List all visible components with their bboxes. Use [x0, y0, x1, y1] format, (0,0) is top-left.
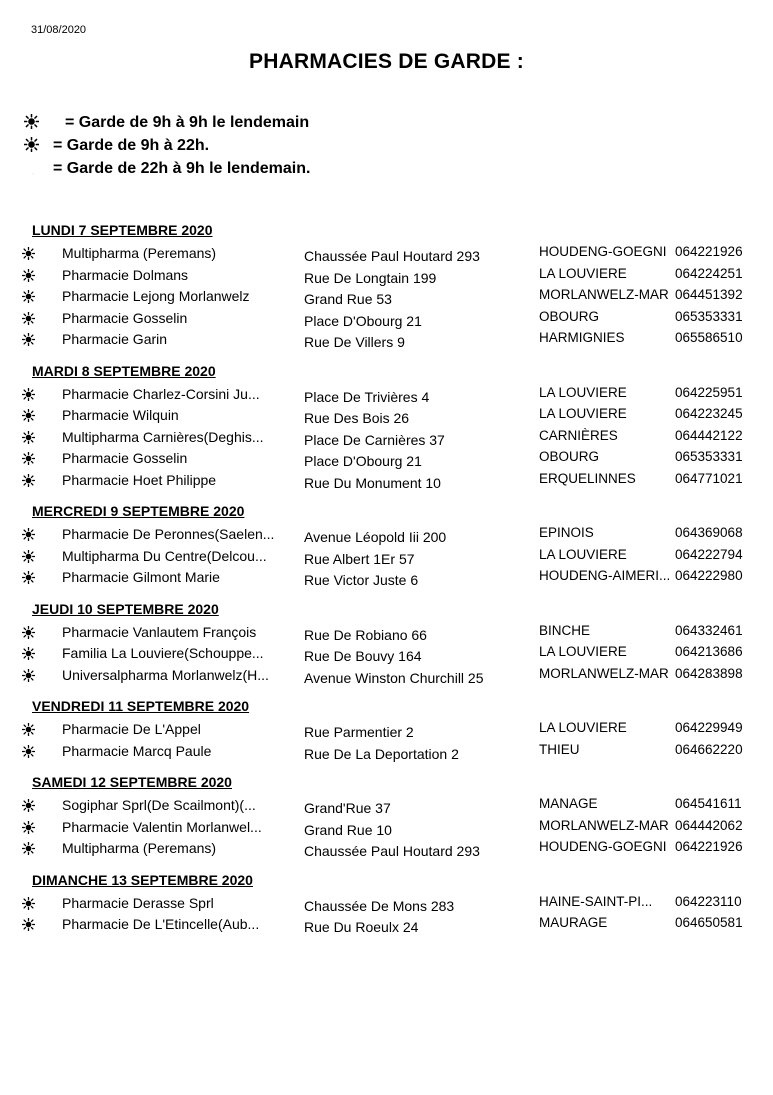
pharmacy-row	[0, 794, 773, 816]
sun-icon	[22, 528, 35, 544]
pharmacy-address: Rue Des Bois 26	[304, 410, 410, 426]
pharmacy-phone: 064213686	[675, 644, 743, 659]
pharmacy-name: Multipharma Du Centre(Delcou...	[62, 547, 267, 564]
pharmacy-city: LA LOUVIERE	[539, 384, 627, 400]
moon-icon	[42, 388, 55, 404]
day-section	[0, 360, 773, 491]
moon-icon	[42, 669, 55, 685]
sun-icon	[22, 333, 35, 349]
day-section	[0, 869, 773, 935]
pharmacy-name: Pharmacie Charlez-Corsini Ju...	[62, 385, 260, 402]
pharmacy-row	[0, 447, 773, 469]
day-heading: MERCREDI 9 SEPTEMBRE 2020	[32, 503, 245, 519]
pharmacy-row	[0, 328, 773, 350]
sun-icon	[22, 821, 35, 837]
pharmacy-name: Pharmacie Vanlautem François	[62, 623, 257, 640]
moon-icon	[42, 723, 55, 739]
pharmacy-phone: 064369068	[675, 525, 743, 540]
pharmacy-row	[0, 307, 773, 329]
pharmacy-name: Pharmacie Hoet Philippe	[62, 471, 217, 488]
day-section	[0, 219, 773, 350]
pharmacy-row	[0, 566, 773, 588]
pharmacy-name: Pharmacie Dolmans	[62, 266, 189, 283]
pharmacy-city: EPINOIS	[539, 525, 594, 540]
pharmacy-phone: 064224251	[675, 265, 743, 281]
pharmacy-row	[0, 642, 773, 664]
moon-icon	[42, 431, 55, 447]
moon-icon	[42, 647, 55, 663]
pharmacy-city: OBOURG	[539, 449, 600, 464]
pharmacy-name: Pharmacie Wilquin	[62, 407, 179, 423]
pharmacy-phone: 064662220	[675, 741, 743, 757]
pharmacy-phone: 064771021	[675, 470, 743, 486]
legend-item	[24, 111, 310, 134]
pharmacy-city: OBOURG	[539, 308, 600, 324]
pharmacy-city: MORLANWELZ-MAR	[539, 665, 669, 681]
moon-icon	[42, 452, 55, 468]
sun-icon	[22, 247, 35, 263]
pharmacy-address: Avenue Léopold Iii 200	[304, 529, 447, 545]
pharmacy-address: Chaussée Paul Houtard 293	[304, 843, 480, 859]
pharmacy-name: Sogiphar Sprl(De Scailmont)(...	[62, 797, 256, 813]
moon-icon	[42, 550, 55, 566]
pharmacy-phone: 064451392	[675, 287, 743, 302]
day-section	[0, 500, 773, 588]
legend-text: = Garde de 9h à 22h.	[53, 137, 210, 154]
pharmacy-city: HARMIGNIES	[539, 330, 625, 345]
pharmacy-address: Rue De Longtain 199	[304, 269, 437, 286]
document-date: 31/08/2020	[31, 24, 87, 36]
day-section	[0, 771, 773, 859]
pharmacy-city: LA LOUVIERE	[539, 720, 627, 735]
pharmacy-row	[0, 816, 773, 838]
pharmacy-name: Multipharma (Peremans)	[62, 245, 217, 261]
pharmacy-address: Rue Du Roeulx 24	[304, 919, 419, 935]
sun-icon	[22, 312, 35, 328]
pharmacy-city: BINCHE	[539, 622, 591, 638]
day-heading: SAMEDI 12 SEPTEMBRE 2020	[32, 774, 232, 790]
pharmacy-address: Chaussée Paul Houtard 293	[304, 248, 480, 264]
pharmacy-address: Rue De Robiano 66	[304, 626, 427, 643]
pharmacy-phone: 064229949	[675, 720, 743, 735]
pharmacy-row	[0, 837, 773, 859]
moon-icon	[24, 160, 39, 183]
pharmacy-row	[0, 383, 773, 405]
sun-icon	[22, 897, 35, 913]
sun-icon	[22, 409, 35, 425]
moon-icon	[42, 269, 55, 285]
pharmacy-phone: 064442062	[675, 817, 743, 833]
pharmacy-name: Pharmacie De Peronnes(Saelen...	[62, 526, 275, 542]
pharmacy-address: Rue Victor Juste 6	[304, 572, 419, 588]
pharmacy-name: Pharmacie Derasse Sprl	[62, 894, 214, 911]
sun-icon	[22, 745, 35, 761]
pharmacy-address: Place De Trivières 4	[304, 388, 430, 405]
moon-icon	[42, 333, 55, 349]
pharmacy-address: Place D'Obourg 21	[304, 453, 422, 469]
day-heading: DIMANCHE 13 SEPTEMBRE 2020	[32, 871, 253, 888]
day-heading: JEUDI 10 SEPTEMBRE 2020	[32, 600, 219, 617]
pharmacy-phone: 064332461	[675, 622, 743, 638]
pharmacy-phone: 064222794	[675, 546, 743, 562]
pharmacy-address: Grand Rue 53	[304, 291, 392, 307]
pharmacy-row	[0, 242, 773, 264]
pharmacy-row	[0, 285, 773, 307]
schedule	[0, 219, 773, 945]
day-heading: MARDI 8 SEPTEMBRE 2020	[32, 362, 216, 379]
pharmacy-name: Pharmacie Valentin Morlanwel...	[62, 818, 262, 835]
sun-icon	[22, 571, 35, 587]
moon-icon	[42, 897, 55, 913]
pharmacy-address: Place D'Obourg 21	[304, 312, 422, 329]
pharmacy-address: Rue Parmentier 2	[304, 724, 414, 740]
pharmacy-row	[0, 523, 773, 545]
pharmacy-name: Pharmacie Lejong Morlanwelz	[62, 288, 250, 304]
page-title: PHARMACIES DE GARDE :	[249, 50, 524, 73]
legend-item	[24, 157, 310, 180]
pharmacy-city: LA LOUVIERE	[539, 644, 627, 659]
pharmacy-city: ERQUELINNES	[539, 470, 636, 486]
pharmacy-row	[0, 718, 773, 740]
pharmacy-phone: 064442122	[675, 427, 743, 443]
pharmacy-row	[0, 404, 773, 426]
sun-icon	[22, 388, 35, 404]
pharmacy-row	[0, 740, 773, 762]
sun-icon	[22, 431, 35, 447]
pharmacy-row	[0, 469, 773, 491]
pharmacy-name: Pharmacie De L'Appel	[62, 721, 201, 737]
pharmacy-phone: 064650581	[675, 915, 743, 930]
pharmacy-phone: 064225951	[675, 384, 743, 400]
pharmacy-phone: 064223110	[675, 893, 742, 909]
pharmacy-name: Pharmacie Gilmont Marie	[62, 569, 220, 585]
moon-icon	[42, 474, 55, 490]
moon-icon	[42, 821, 55, 837]
pharmacy-name: Pharmacie Garin	[62, 331, 168, 347]
day-section	[0, 598, 773, 686]
pharmacy-name: Pharmacie Marcq Paule	[62, 742, 212, 759]
legend-item	[24, 134, 310, 157]
pharmacy-city: THIEU	[539, 741, 580, 757]
legend-text: = Garde de 22h à 9h le lendemain.	[53, 160, 311, 177]
pharmacy-city: HOUDENG-AIMERI...	[539, 568, 671, 583]
pharmacy-phone: 064221926	[675, 244, 743, 259]
pharmacy-row	[0, 426, 773, 448]
pharmacy-name: Pharmacie Gosselin	[62, 450, 188, 466]
pharmacy-phone: 065586510	[675, 330, 743, 345]
pharmacy-city: HOUDENG-GOEGNI	[539, 839, 667, 854]
pharmacy-row	[0, 913, 773, 935]
pharmacy-city: MORLANWELZ-MAR	[539, 817, 669, 833]
sun-icon	[22, 842, 35, 858]
pharmacy-city: MAURAGE	[539, 915, 608, 930]
pharmacy-row	[0, 664, 773, 686]
sun-icon	[22, 269, 35, 285]
sun-icon	[22, 799, 35, 815]
pharmacy-address: Avenue Winston Churchill 25	[304, 669, 484, 686]
sun-icon	[22, 918, 35, 934]
pharmacy-name: Familia La Louviere(Schouppe...	[62, 645, 264, 661]
pharmacy-address: Rue De Bouvy 164	[304, 648, 422, 664]
pharmacy-row	[0, 892, 773, 914]
legend-text: = Garde de 9h à 9h le lendemain	[65, 114, 310, 131]
pharmacy-name: Universalpharma Morlanwelz(H...	[62, 666, 269, 683]
moon-icon	[42, 528, 55, 544]
pharmacy-phone: 064223245	[675, 406, 743, 421]
pharmacy-name: Multipharma Carnières(Deghis...	[62, 428, 264, 445]
pharmacy-address: Rue Du Monument 10	[304, 474, 441, 491]
legend	[24, 111, 310, 180]
sun-icon	[22, 669, 35, 685]
pharmacy-address: Rue De La Deportation 2	[304, 745, 459, 762]
sun-icon	[22, 647, 35, 663]
pharmacy-phone: 064283898	[675, 665, 743, 681]
pharmacy-address: Grand'Rue 37	[304, 800, 391, 816]
moon-icon	[42, 409, 55, 425]
pharmacy-address: Rue De Villers 9	[304, 334, 405, 350]
moon-icon	[42, 626, 55, 642]
pharmacy-city: MORLANWELZ-MAR	[539, 287, 669, 302]
pharmacy-phone: 065353331	[675, 449, 743, 464]
pharmacy-phone: 064222980	[675, 568, 743, 583]
pharmacy-city: LA LOUVIERE	[539, 265, 627, 281]
sun-icon	[22, 626, 35, 642]
pharmacy-address: Grand Rue 10	[304, 821, 392, 838]
sun-icon	[22, 723, 35, 739]
moon-icon	[42, 799, 55, 815]
pharmacy-city: MANAGE	[539, 796, 598, 811]
pharmacy-name: Multipharma (Peremans)	[62, 840, 217, 856]
pharmacy-phone: 064221926	[675, 839, 743, 854]
pharmacy-address: Place De Carnières 37	[304, 431, 445, 448]
pharmacy-city: LA LOUVIERE	[539, 406, 627, 421]
pharmacy-name: Pharmacie De L'Etincelle(Aub...	[62, 916, 260, 932]
sun-icon	[22, 550, 35, 566]
sun-icon	[22, 474, 35, 490]
day-section	[0, 695, 773, 761]
sun-icon	[22, 290, 35, 306]
pharmacy-city: HAINE-SAINT-PI...	[539, 893, 653, 909]
pharmacy-address: Chaussée De Mons 283	[304, 897, 455, 914]
pharmacy-row	[0, 264, 773, 286]
pharmacy-city: LA LOUVIERE	[539, 546, 627, 562]
moon-icon	[42, 247, 55, 263]
pharmacy-row	[0, 545, 773, 567]
moon-icon	[42, 312, 55, 328]
day-heading: LUNDI 7 SEPTEMBRE 2020	[32, 222, 213, 238]
pharmacy-city: HOUDENG-GOEGNI	[539, 244, 667, 259]
pharmacy-address: Rue Albert 1Er 57	[304, 550, 415, 567]
pharmacy-phone: 064541611	[675, 796, 742, 811]
sun-icon	[22, 452, 35, 468]
day-heading: VENDREDI 11 SEPTEMBRE 2020	[32, 698, 250, 714]
pharmacy-city: CARNIÈRES	[539, 427, 618, 443]
moon-icon	[42, 290, 55, 306]
pharmacy-name: Pharmacie Gosselin	[62, 309, 188, 326]
pharmacy-row	[0, 621, 773, 643]
pharmacy-phone: 065353331	[675, 308, 743, 324]
